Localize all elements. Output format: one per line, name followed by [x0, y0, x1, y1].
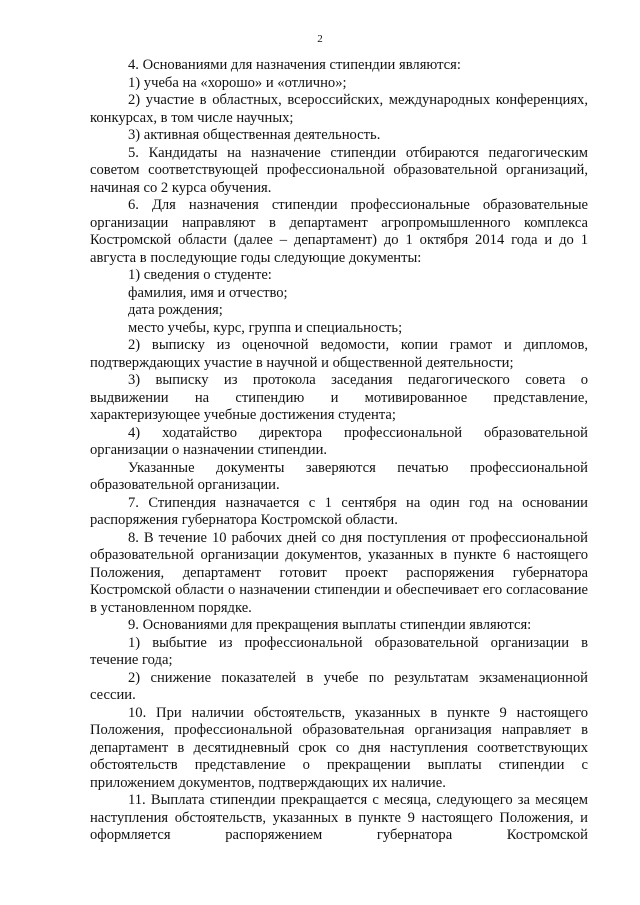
paragraph-9: 9. Основаниями для прекращения выплаты стипендии являются: — [128, 617, 532, 633]
paragraph-7: 7. Стипендия назначается с 1 сентября на один год на основании распоряжения губернатора Костромской области. — [90, 494, 588, 528]
paragraph-6-item-4: 4) ходатайство директора профессиональной образовательной организации о назначении стипендии. — [90, 424, 588, 458]
paragraph-9-item-2: 2) снижение показателей в учебе по результатам экзаменационной сессии. — [90, 669, 588, 703]
paragraph-4-item-3: 3) активная общественная деятельность. — [128, 127, 381, 143]
paragraph-4-item-1: 1) учеба на «хорошо» и «отлично»; — [128, 74, 347, 91]
paragraph-6-item-1: 1) сведения о студенте: — [128, 267, 272, 283]
paragraph-6-item-1-study: место учебы, курс, группа и специальность; — [128, 319, 403, 336]
paragraph-9-item-1: 1) выбытие из профессиональной образовательной организации в течение года; — [90, 634, 588, 668]
paragraph-6-item-2: 2) выписку из оценочной ведомости, копии грамот и дипломов, подтверждающих участие в научной и общественной деятельности; — [90, 337, 588, 371]
paragraph-5: 5. Кандидаты на назначение стипендии отбираются педагогическим советом соответствующей профессиональной образовательной организаций, начиная со 2 курса обучения. — [90, 144, 588, 196]
paragraph-8: 8. В течение 10 рабочих дней со дня поступления от профессиональной образовательной организации документов, указанных в пункте 6 настоящего Положения, департамент готовит проект распоряжения губернатора Костромской области о назначении стипендии и обеспечивает его согласование в установленном порядке. — [90, 529, 588, 616]
paragraph-10: 10. При наличии обстоятельств, указанных в пункте 9 настоящего Положения, профессиональной образовательная организация направляет в департамент в десятидневный срок со дня наступления соответствующих обстоятельств представление о прекращении выплаты стипендии с приложением документов, подтверждающих их наличие. — [90, 704, 588, 791]
paragraph-4: 4. Основаниями для назначения стипендии являются: — [128, 57, 461, 73]
paragraph-6-note: Указанные документы заверяются печатью профессиональной образовательной организации. — [90, 459, 588, 493]
document-body — [90, 57, 588, 845]
paragraph-6: 6. Для назначения стипендии профессиональные образовательные организации направляют в департамент агропромышленного комплекса Костромской области (далее – департамент) до 1 октября 2014 года и до 1 августа в последующие годы следующие документы: — [90, 197, 588, 266]
paragraph-6-item-1-birthdate: дата рождения; — [128, 302, 223, 318]
paragraph-4-item-2: 2) участие в областных, всероссийских, международных конференциях, конкурсах, в том числе научных; — [90, 92, 588, 126]
paragraph-11: 11. Выплата стипендии прекращается с месяца, следующего за месяцем наступления обстоятельств, указанных в пункте 9 настоящего Положения, и оформляется распоряжением губернатора Костромской — [90, 792, 588, 843]
paragraph-6-item-1-name: фамилия, имя и отчество; — [128, 284, 288, 301]
page-number: 2 — [317, 33, 323, 45]
paragraph-6-item-3: 3) выписку из протокола заседания педагогического совета о выдвижении на стипендию и мотивированное представление, характеризующее учебные достижения студента; — [90, 372, 588, 423]
